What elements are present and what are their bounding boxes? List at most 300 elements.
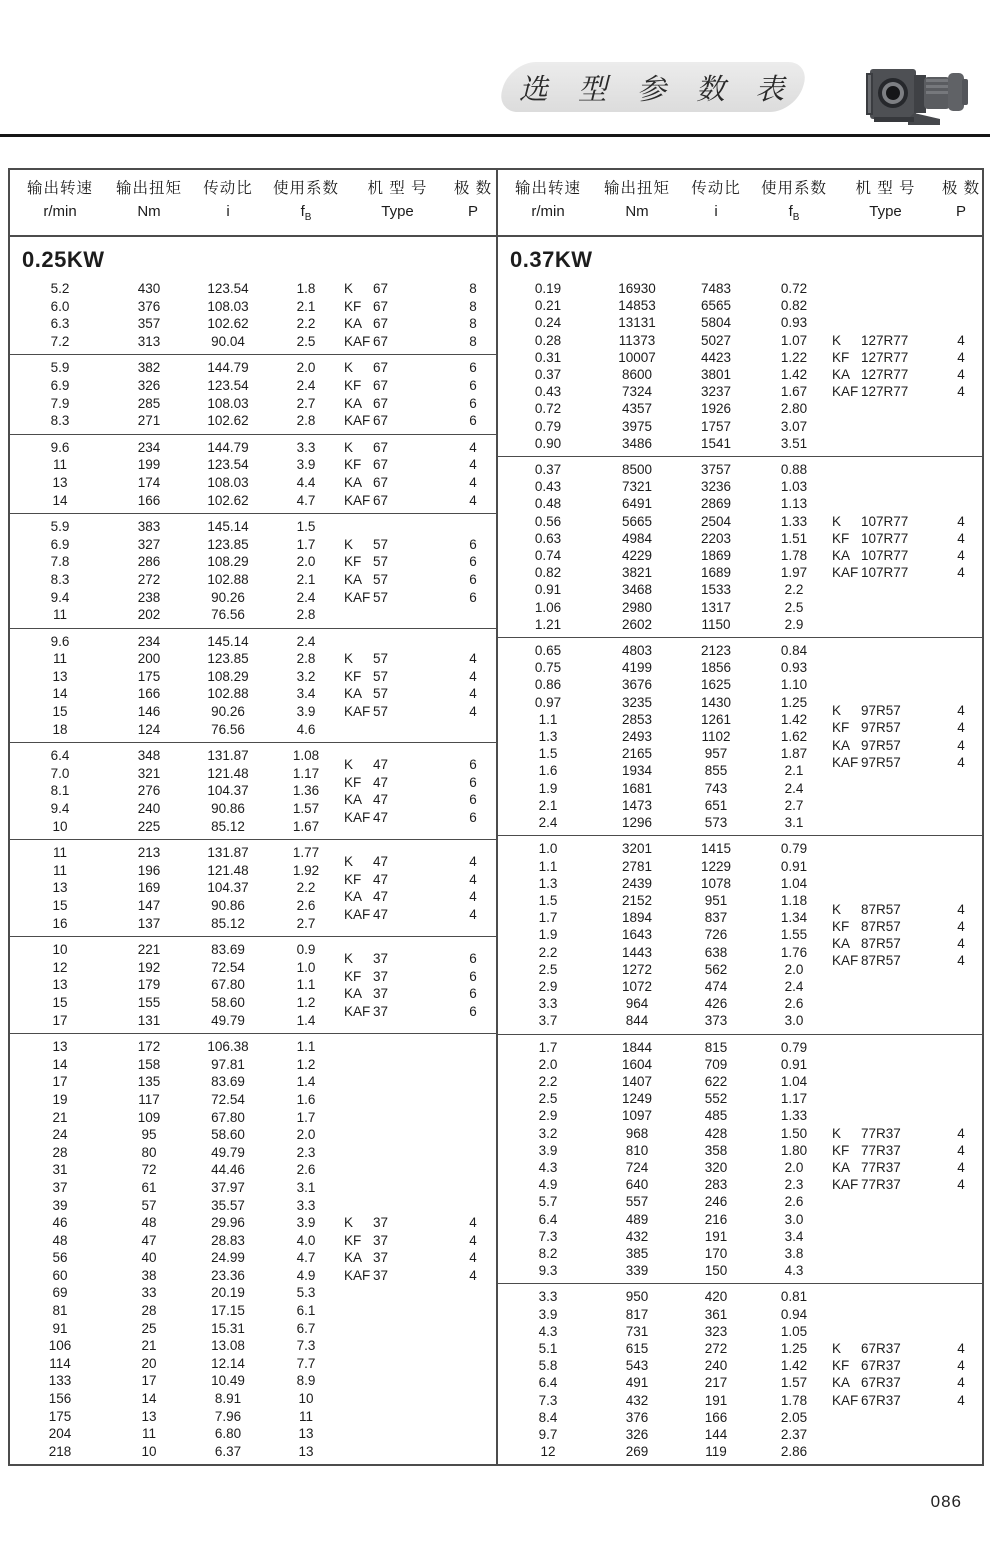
table-cell: 8.3 <box>50 413 70 429</box>
table-cell: 5.2 <box>50 281 70 296</box>
table-cell: 4.4 <box>296 474 316 490</box>
numeric-rows <box>10 280 344 350</box>
type-row <box>344 492 495 510</box>
type-row <box>832 952 983 969</box>
type-row <box>344 650 495 668</box>
type-prefix: KF <box>344 774 362 790</box>
type-column <box>344 439 495 509</box>
table-cell: 2.0 <box>296 1127 316 1143</box>
col-header-type: 机 型 号 Type <box>855 180 916 220</box>
type-prefix: K <box>832 332 842 348</box>
poles-value: 4 <box>957 513 965 529</box>
table-cell: 24 <box>52 1127 68 1143</box>
type-row <box>344 315 495 333</box>
table-cell: 2.8 <box>296 607 316 623</box>
table-cell: 144.79 <box>207 439 249 455</box>
table-cell: 1261 <box>700 711 732 727</box>
type-prefix: KA <box>344 316 363 332</box>
numeric-rows <box>498 461 832 633</box>
table-cell: 11 <box>52 862 67 878</box>
table-cell: 2.4 <box>296 633 316 649</box>
poles-value: 4 <box>469 854 477 870</box>
type-prefix: KA <box>832 367 851 383</box>
table-037kw <box>496 170 982 1464</box>
type-model: 127R77 <box>861 367 909 383</box>
poles-value: 6 <box>469 1003 477 1019</box>
type-prefix: KA <box>832 1375 851 1391</box>
type-prefix: KAF <box>832 565 859 581</box>
table-cell: 1.34 <box>780 910 808 926</box>
table-row <box>498 297 832 314</box>
type-row <box>832 754 983 771</box>
numeric-rows <box>10 1038 344 1460</box>
table-row <box>498 1306 832 1323</box>
table-cell: 40 <box>141 1250 157 1266</box>
table-row <box>498 418 832 435</box>
poles-value: 4 <box>469 492 477 508</box>
type-prefix: KA <box>344 889 363 905</box>
poles-value: 4 <box>469 906 477 922</box>
table-cell: 2.7 <box>784 797 804 813</box>
poles-value: 8 <box>469 298 477 314</box>
type-model: 57 <box>373 686 389 702</box>
type-row <box>832 1374 983 1391</box>
table-cell: 3.7 <box>538 1013 558 1029</box>
table-row <box>498 1039 832 1056</box>
table-cell: 67.80 <box>211 977 245 993</box>
table-cell: 60 <box>52 1267 68 1283</box>
table-cell: 20 <box>141 1355 157 1371</box>
type-column <box>832 1039 983 1280</box>
table-cell: 376 <box>137 298 161 314</box>
table-cell: 3801 <box>700 367 732 383</box>
table-cell: 17.15 <box>211 1303 245 1319</box>
table-row <box>498 711 832 728</box>
table-cell: 276 <box>137 783 161 799</box>
table-cell: 0.74 <box>534 548 562 564</box>
table-cell: 221 <box>137 942 161 958</box>
table-cell: 543 <box>625 1358 649 1374</box>
table-row <box>10 315 344 333</box>
table-row <box>498 1176 832 1193</box>
table-cell: 169 <box>137 880 161 896</box>
type-model: 67R37 <box>861 1392 901 1408</box>
table-cell: 17 <box>141 1373 157 1389</box>
type-prefix: KA <box>832 935 851 951</box>
table-cell: 1296 <box>621 815 653 831</box>
table-cell: 200 <box>137 651 161 667</box>
table-cell: 14 <box>52 1056 68 1072</box>
poles-value: 4 <box>957 1358 965 1374</box>
table-cell: 9.6 <box>50 439 70 455</box>
table-cell: 4803 <box>621 643 653 659</box>
table-cell: 7.3 <box>538 1392 558 1408</box>
table-cell: 2980 <box>621 599 653 615</box>
table-cell: 2.4 <box>784 978 804 994</box>
table-row <box>498 944 832 961</box>
table-row <box>10 650 344 668</box>
poles-value: 6 <box>469 571 477 587</box>
table-row <box>10 1408 344 1426</box>
table-cell: 326 <box>625 1427 649 1442</box>
type-row <box>344 298 495 316</box>
table-section <box>498 456 982 637</box>
table-cell: 33 <box>141 1285 157 1301</box>
table-cell: 3.9 <box>296 704 316 720</box>
type-list <box>832 1125 983 1194</box>
table-cell: 1.62 <box>780 729 808 745</box>
table-cell: 137 <box>137 915 161 931</box>
table-cell: 1.80 <box>780 1142 808 1158</box>
table-cell: 844 <box>625 1013 649 1029</box>
table-cell: 131.87 <box>207 845 249 861</box>
table-cell: 7324 <box>621 384 653 400</box>
table-row <box>498 659 832 676</box>
type-row <box>832 1125 983 1142</box>
table-cell: 18 <box>52 721 68 737</box>
type-model: 127R77 <box>861 349 909 365</box>
type-prefix: KF <box>344 554 362 570</box>
table-cell: 4.3 <box>784 1263 804 1279</box>
table-cell: 4984 <box>621 530 653 546</box>
table-cell: 2.80 <box>780 401 808 417</box>
table-cell: 0.43 <box>534 384 562 400</box>
table-cell: 1.0 <box>538 841 558 857</box>
table-cell: 2504 <box>700 513 732 529</box>
type-row <box>832 1176 983 1193</box>
col-header-service-factor: 使用系数 $f_B$ <box>760 180 827 223</box>
table-cell: 3201 <box>621 841 653 857</box>
table-row <box>498 814 832 831</box>
table-cell: 815 <box>704 1039 728 1055</box>
type-model: 37 <box>373 1215 389 1231</box>
table-cell: 13 <box>298 1443 314 1459</box>
table-cell: 117 <box>138 1091 160 1107</box>
table-row <box>10 571 344 589</box>
type-list <box>832 513 983 582</box>
table-cell: 731 <box>625 1323 649 1339</box>
type-prefix: K <box>344 360 354 376</box>
table-section <box>10 276 496 354</box>
table-cell: 817 <box>625 1306 649 1322</box>
table-row <box>498 694 832 711</box>
table-cell: 2.9 <box>538 1108 558 1124</box>
page-number: 086 <box>930 1492 962 1511</box>
table-row <box>498 530 832 547</box>
table-cell: 28 <box>52 1144 68 1160</box>
type-list <box>344 756 495 826</box>
table-cell: 5.7 <box>538 1194 558 1210</box>
table-cell: 2.1 <box>784 763 804 779</box>
type-row <box>832 737 983 754</box>
table-cell: 2.2 <box>784 582 804 598</box>
table-cell: 2165 <box>621 746 653 762</box>
table-cell: 283 <box>704 1177 728 1193</box>
table-cell: 2.1 <box>296 298 316 314</box>
table-cell: 72 <box>141 1162 157 1178</box>
table-row <box>498 332 832 349</box>
power-rating-title: 0.37KW <box>510 247 593 272</box>
table-row <box>10 685 344 703</box>
col-header-type: 机 型 号 Type <box>367 180 428 220</box>
table-cell: 90.86 <box>211 898 245 913</box>
table-row <box>10 1091 344 1109</box>
table-cell: 3.3 <box>538 996 558 1012</box>
table-cell: 1.17 <box>292 765 320 781</box>
table-cell: 28.83 <box>211 1232 245 1248</box>
type-row <box>344 412 495 430</box>
table-cell: 1894 <box>621 910 653 926</box>
table-row <box>10 456 344 474</box>
table-row <box>10 359 344 377</box>
table-cell: 3.9 <box>538 1306 558 1322</box>
table-cell: 0.81 <box>780 1289 808 1305</box>
poles-value: 4 <box>469 1250 477 1266</box>
table-cell: 430 <box>137 281 161 296</box>
table-row <box>10 959 344 977</box>
table-cell: 2.2 <box>538 944 558 960</box>
type-model: 107R77 <box>861 565 909 581</box>
table-cell: 12 <box>52 959 68 975</box>
table-cell: 269 <box>625 1444 649 1460</box>
table-cell: 124 <box>137 721 161 737</box>
table-cell: 47 <box>141 1232 157 1248</box>
poles-value: 6 <box>469 986 477 1002</box>
table-row <box>10 395 344 413</box>
poles-value: 4 <box>957 1392 965 1408</box>
table-cell: 0.19 <box>534 281 562 296</box>
table-cell: 339 <box>625 1263 649 1279</box>
table-cell: 1102 <box>701 729 731 745</box>
table-cell: 2.6 <box>296 1162 316 1178</box>
type-row <box>344 756 495 774</box>
table-row <box>498 1409 832 1426</box>
type-model: 67 <box>373 395 389 411</box>
table-cell: 2.6 <box>296 898 316 913</box>
table-row <box>10 1056 344 1074</box>
table-cell: 3.9 <box>296 457 316 473</box>
poles-value: 4 <box>469 474 477 490</box>
table-cell: 743 <box>704 780 728 796</box>
table-row <box>498 858 832 875</box>
table-section <box>10 434 496 513</box>
col-header-torque: 输出扭矩 Nm <box>115 180 182 220</box>
poles-value: 4 <box>957 754 965 770</box>
table-cell: 58.60 <box>211 994 245 1010</box>
table-cell: 5.3 <box>296 1285 316 1301</box>
table-cell: 7.9 <box>50 395 70 411</box>
type-column <box>344 280 495 350</box>
type-prefix: KF <box>344 1232 362 1248</box>
poles-value: 6 <box>469 589 477 605</box>
table-cell: 1.36 <box>292 783 320 799</box>
table-cell: 6.80 <box>214 1426 242 1442</box>
table-cell: 7.3 <box>538 1228 558 1244</box>
table-cell: 240 <box>704 1358 728 1374</box>
table-cell: 7.96 <box>214 1408 242 1424</box>
table-cell: 1072 <box>621 978 653 994</box>
poles-value: 8 <box>469 281 477 296</box>
type-prefix: KF <box>832 1142 850 1158</box>
type-model: 67R37 <box>861 1358 901 1374</box>
type-list <box>344 439 495 509</box>
table-cell: 1415 <box>700 841 732 857</box>
type-prefix: KF <box>344 298 362 314</box>
table-cell: 3486 <box>621 435 653 451</box>
table-cell: 13 <box>298 1426 314 1442</box>
table-cell: 90.26 <box>211 704 245 720</box>
type-model: 107R77 <box>861 513 909 529</box>
table-cell: 58.60 <box>211 1127 245 1143</box>
table-cell: 15 <box>52 704 68 720</box>
table-section <box>10 936 496 1033</box>
table-cell: 357 <box>137 316 161 332</box>
table-row <box>498 349 832 366</box>
table-cell: 0.82 <box>534 565 562 581</box>
table-cell: 2.05 <box>780 1409 808 1425</box>
table-cell: 474 <box>704 978 728 994</box>
table-cell: 2.1 <box>296 571 316 587</box>
table-cell: 6491 <box>621 496 653 512</box>
table-cell: 123.85 <box>207 651 249 667</box>
poles-value: 6 <box>469 413 477 429</box>
type-list <box>344 536 495 606</box>
table-cell: 5.8 <box>538 1358 558 1374</box>
table-cell: 810 <box>625 1142 649 1158</box>
table-cell: 85.12 <box>211 915 245 931</box>
table-cell: 2.6 <box>784 1194 804 1210</box>
table-cell: 69 <box>52 1285 68 1301</box>
table-cell: 0.28 <box>534 332 562 348</box>
numeric-rows <box>498 642 832 831</box>
table-cell: 1.05 <box>780 1323 808 1339</box>
table-cell: 13.08 <box>211 1338 245 1354</box>
table-cell: 3676 <box>621 677 653 693</box>
table-cell: 1.7 <box>296 1109 316 1125</box>
table-cell: 7.0 <box>50 765 70 781</box>
table-cell: 191 <box>704 1392 728 1408</box>
table-cell: 13 <box>52 880 68 896</box>
poles-value: 4 <box>957 935 965 951</box>
table-cell: 83.69 <box>211 1074 245 1090</box>
table-cell: 286 <box>137 554 161 570</box>
type-row <box>344 333 495 351</box>
table-cell: 3.07 <box>780 418 808 434</box>
table-cell: 622 <box>704 1073 728 1089</box>
table-cell: 155 <box>137 994 161 1010</box>
title-banner <box>503 62 803 112</box>
table-cell: 90.26 <box>211 589 245 605</box>
table-cell: 1249 <box>621 1091 653 1107</box>
type-model: 77R37 <box>861 1159 901 1175</box>
table-row <box>10 280 344 298</box>
table-cell: 109 <box>137 1109 161 1125</box>
table-cell: 489 <box>625 1211 649 1227</box>
table-cell: 1.4 <box>296 1012 316 1028</box>
table-cell: 0.79 <box>534 418 562 434</box>
table-row <box>10 1126 344 1144</box>
table-row <box>10 1425 344 1443</box>
table-row <box>498 1323 832 1340</box>
table-cell: 90.86 <box>211 801 245 817</box>
table-cell: 1.10 <box>780 677 808 693</box>
table-cell: 1.6 <box>538 763 558 779</box>
poles-value: 4 <box>957 349 965 365</box>
table-cell: 2.5 <box>784 599 804 615</box>
table-cell: 19 <box>52 1091 68 1107</box>
table-cell: 1926 <box>700 401 732 417</box>
type-model: 97R57 <box>861 737 901 753</box>
table-cell: 6565 <box>700 298 732 314</box>
table-cell: 6.9 <box>50 377 70 393</box>
table-row <box>10 536 344 554</box>
type-row <box>344 589 495 607</box>
table-cell: 2853 <box>621 711 653 727</box>
table-cell: 5.9 <box>50 519 70 535</box>
table-cell: 615 <box>625 1340 649 1356</box>
table-cell: 1.08 <box>292 748 320 764</box>
poles-value: 4 <box>957 1177 965 1193</box>
type-prefix: KAF <box>832 384 859 400</box>
table-cell: 1.18 <box>780 892 808 908</box>
type-model: 67R37 <box>861 1375 901 1391</box>
numeric-rows <box>498 280 832 452</box>
table-cell: 3.4 <box>296 686 316 702</box>
table-cell: 383 <box>137 519 161 535</box>
type-row <box>832 349 983 366</box>
table-cell: 108.29 <box>207 668 249 684</box>
table-cell: 1.7 <box>538 1039 558 1055</box>
table-cell: 557 <box>625 1194 649 1210</box>
table-cell: 133 <box>48 1373 72 1389</box>
table-cell: 144.79 <box>207 360 249 376</box>
table-row <box>498 961 832 978</box>
table-row <box>498 513 832 530</box>
table-cell: 562 <box>704 961 728 977</box>
table-cell: 4229 <box>621 548 653 564</box>
table-cell: 8.2 <box>538 1245 558 1261</box>
table-cell: 11 <box>52 651 67 667</box>
table-cell: 4423 <box>700 349 732 365</box>
table-cell: 1.9 <box>538 927 558 943</box>
numeric-rows <box>498 1039 832 1280</box>
table-cell: 1.67 <box>292 818 320 834</box>
poles-value: 4 <box>957 953 965 969</box>
data-sections <box>498 276 982 1464</box>
table-cell: 1.97 <box>780 565 808 581</box>
table-cell: 5.1 <box>538 1340 558 1356</box>
table-section <box>498 835 982 1033</box>
type-prefix: KA <box>832 548 851 564</box>
type-prefix: K <box>832 513 842 529</box>
table-cell: 8500 <box>621 462 653 478</box>
table-cell: 81 <box>52 1303 68 1319</box>
table-cell: 9.3 <box>538 1263 558 1279</box>
table-cell: 1.04 <box>780 875 808 891</box>
type-model: 47 <box>373 809 389 825</box>
table-cell: 272 <box>137 571 161 587</box>
type-model: 47 <box>373 871 389 887</box>
table-cell: 2.4 <box>296 377 316 393</box>
table-cell: 373 <box>704 1013 728 1029</box>
type-model: 67 <box>373 316 389 332</box>
table-cell: 1.2 <box>296 994 316 1010</box>
table-cell: 2.2 <box>296 880 316 896</box>
table-cell: 3.3 <box>538 1289 558 1305</box>
type-prefix: KAF <box>832 1392 859 1408</box>
type-prefix: KF <box>832 1358 850 1374</box>
table-row <box>498 1125 832 1142</box>
